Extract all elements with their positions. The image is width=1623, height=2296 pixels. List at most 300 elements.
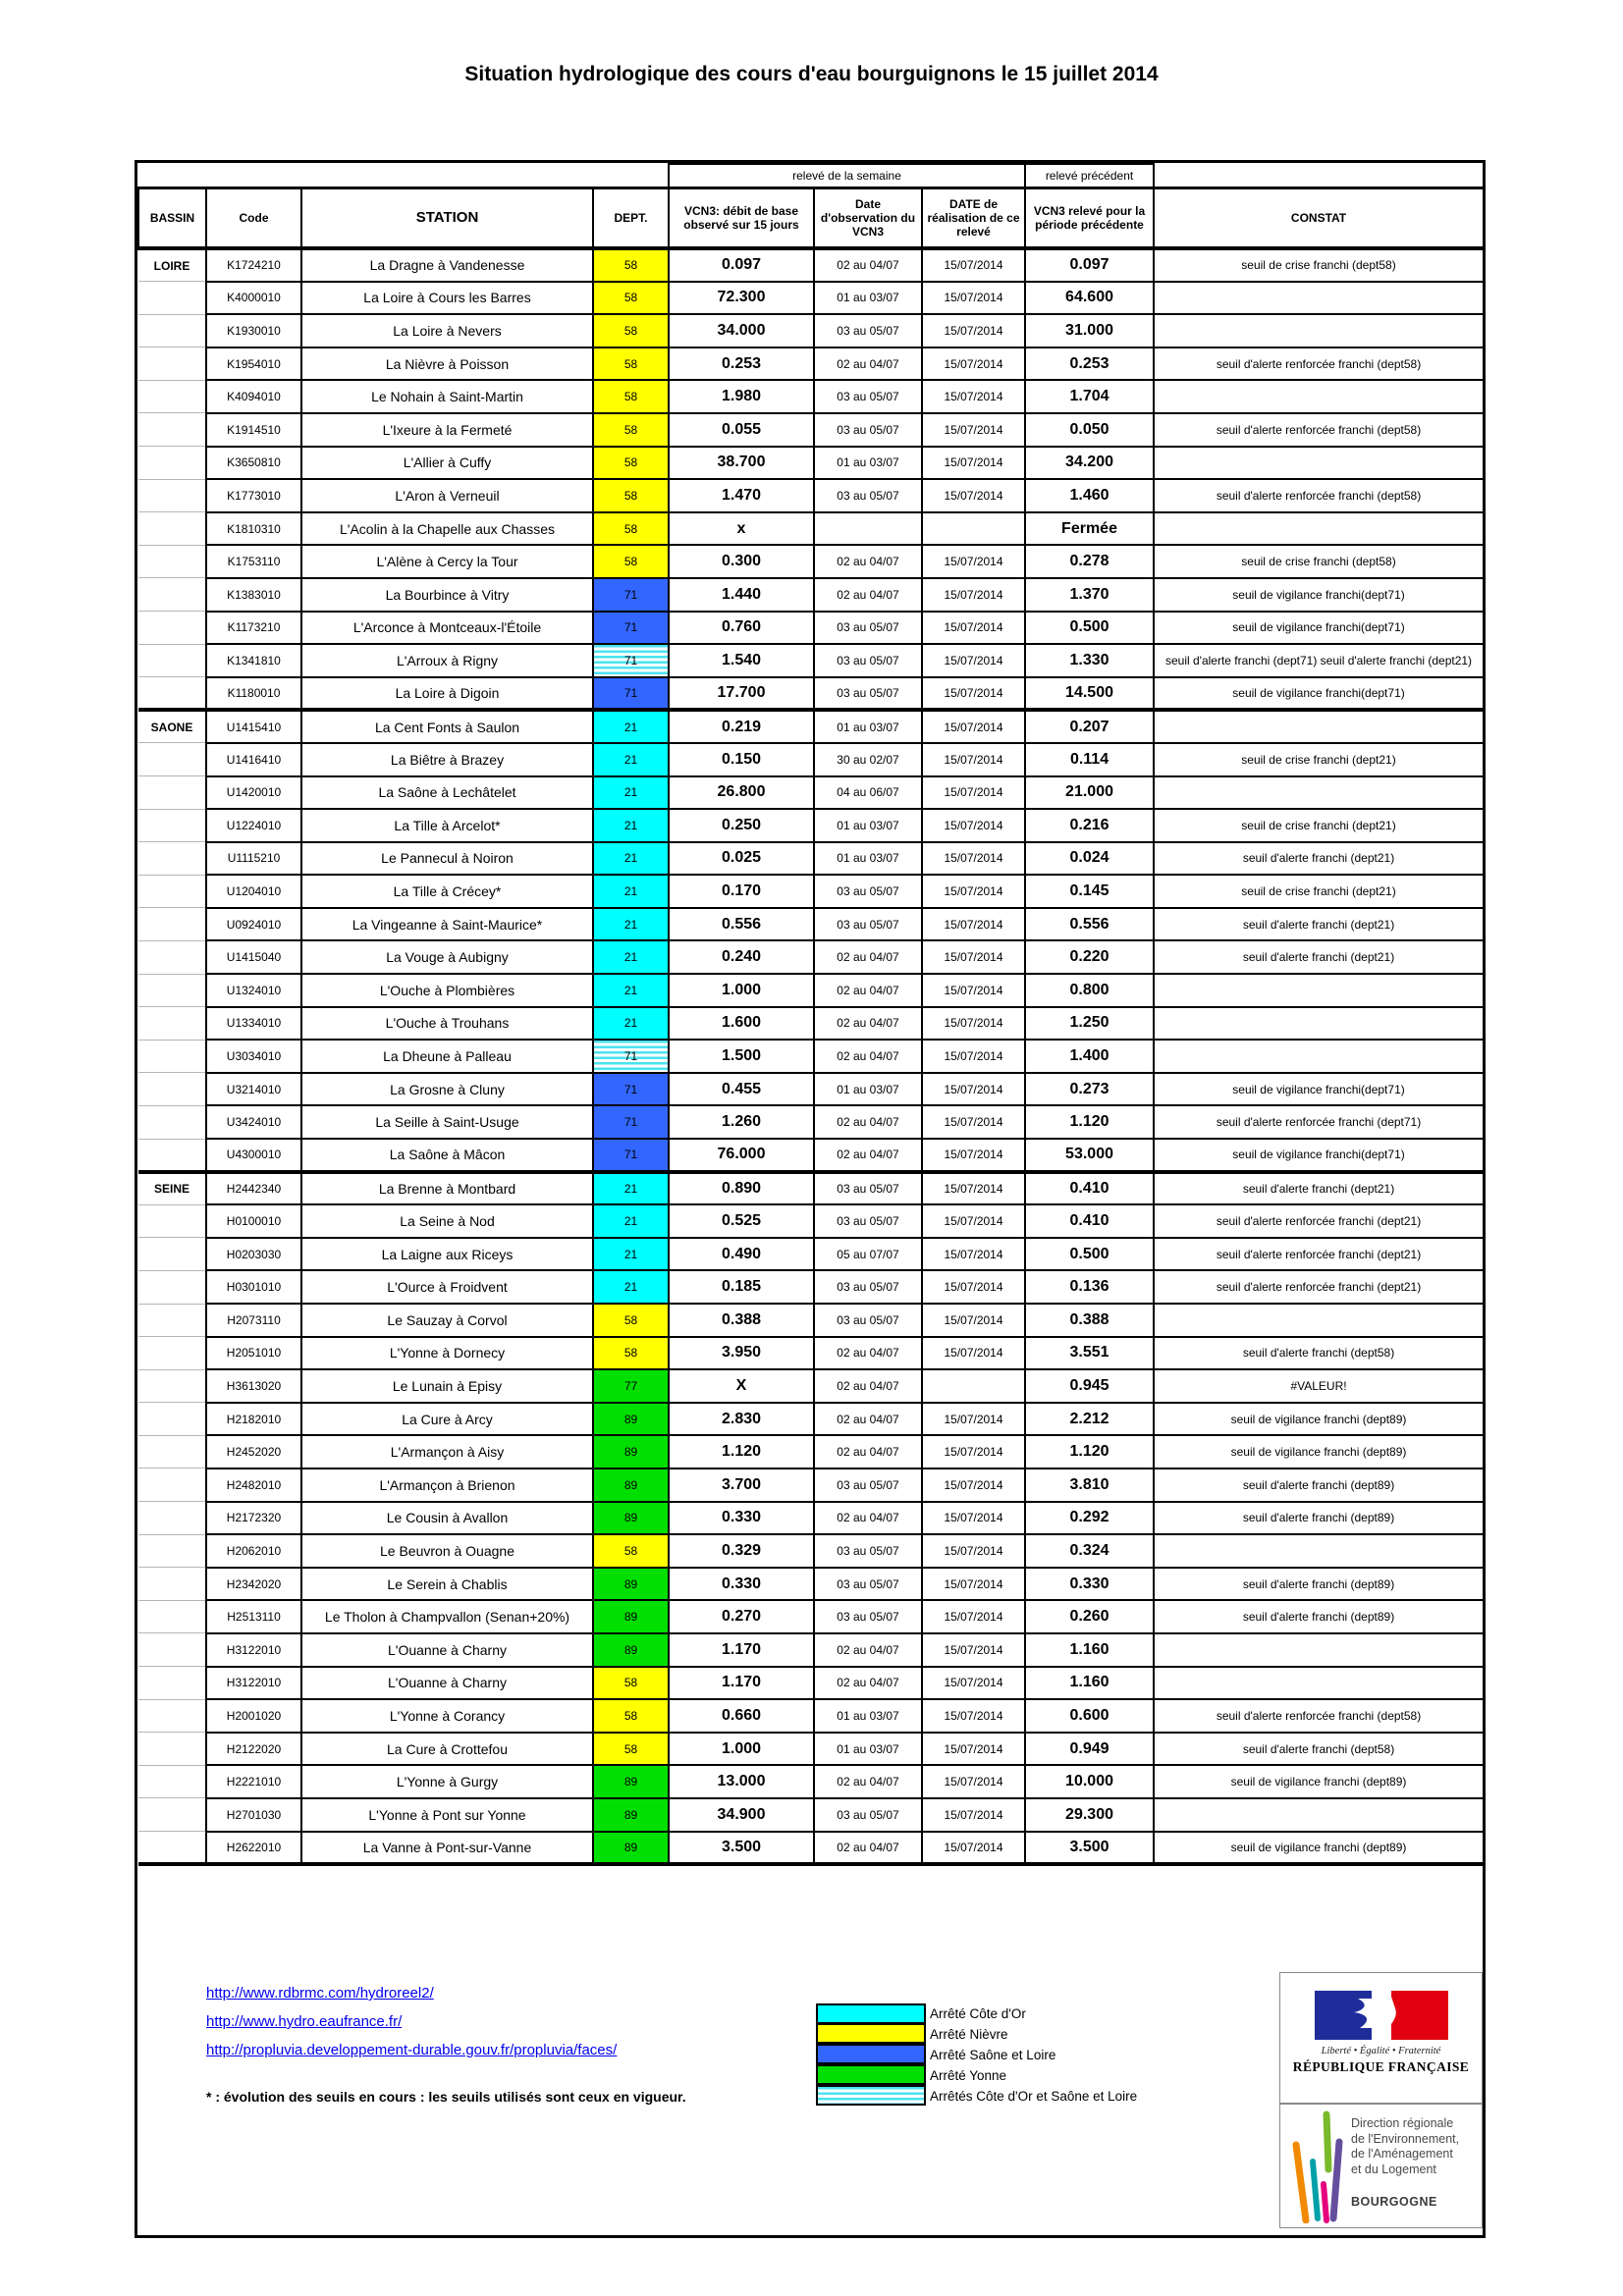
table-row — [138, 347, 1484, 381]
table-row — [138, 1534, 1484, 1568]
vcn3-cell: 13.000 — [669, 1765, 814, 1798]
bassin-cell — [138, 1238, 206, 1271]
date-observation-cell: 03 au 05/07 — [814, 314, 922, 347]
dept-cell: 71 — [593, 612, 669, 645]
bassin-cell — [138, 578, 206, 612]
vcn3-cell: 0.525 — [669, 1204, 814, 1238]
station-cell: Le Cousin à Avallon — [301, 1502, 593, 1535]
date-realisation-cell: 15/07/2014 — [922, 1337, 1025, 1370]
vcn3-previous-cell: 0.388 — [1025, 1304, 1154, 1337]
vcn3-previous-cell: 10.000 — [1025, 1765, 1154, 1798]
legend-label: Arrêtés Côte d'Or et Saône et Loire — [930, 2089, 1138, 2104]
bassin-cell — [138, 743, 206, 776]
code-cell: K1930010 — [206, 314, 301, 347]
vcn3-cell: 0.240 — [669, 940, 814, 974]
code-cell: K1173210 — [206, 612, 301, 645]
constat-cell: seuil d'alerte renforcée franchi (dept58) — [1154, 347, 1484, 381]
code-cell: H2482010 — [206, 1468, 301, 1502]
date-observation-cell: 02 au 04/07 — [814, 545, 922, 578]
vcn3-cell: 0.025 — [669, 842, 814, 876]
bassin-cell — [138, 1699, 206, 1733]
station-cell: Le Lunain à Episy — [301, 1369, 593, 1403]
constat-cell — [1154, 1040, 1484, 1073]
vcn3-cell: 0.760 — [669, 612, 814, 645]
vcn3-cell: 3.500 — [669, 1832, 814, 1865]
footer-link[interactable]: http://propluvia.developpement-durable.gouv.fr/propluvia/faces/ — [206, 2042, 618, 2058]
constat-cell: seuil de crise franchi (dept58) — [1154, 248, 1484, 282]
col-header-vcn3: VCN3: débit de base observé sur 15 jours — [669, 187, 814, 248]
vcn3-cell: 0.185 — [669, 1270, 814, 1304]
vcn3-cell: 0.388 — [669, 1304, 814, 1337]
date-realisation-cell: 15/07/2014 — [922, 1139, 1025, 1172]
code-cell: U0924010 — [206, 908, 301, 941]
dept-cell: 21 — [593, 974, 669, 1007]
constat-cell: seuil de crise franchi (dept21) — [1154, 809, 1484, 842]
vcn3-cell: 1.470 — [669, 479, 814, 512]
table-row — [138, 743, 1484, 776]
vcn3-cell: 0.097 — [669, 248, 814, 282]
station-cell: La Seille à Saint-Usuge — [301, 1105, 593, 1139]
dept-cell: 71 — [593, 677, 669, 711]
date-observation-cell: 02 au 04/07 — [814, 1435, 922, 1468]
vcn3-cell: 1.000 — [669, 1733, 814, 1766]
bassin-cell — [138, 776, 206, 810]
date-observation-cell: 03 au 05/07 — [814, 612, 922, 645]
dept-cell: 58 — [593, 479, 669, 512]
bassin-cell — [138, 1765, 206, 1798]
date-realisation-cell: 15/07/2014 — [922, 1270, 1025, 1304]
dept-cell: 58 — [593, 413, 669, 447]
date-observation-cell: 03 au 05/07 — [814, 479, 922, 512]
bassin-cell — [138, 1568, 206, 1601]
col-header-constat: CONSTAT — [1154, 187, 1484, 248]
bassin-cell — [138, 282, 206, 315]
vcn3-previous-cell: 1.370 — [1025, 578, 1154, 612]
date-observation-cell: 03 au 05/07 — [814, 677, 922, 711]
vcn3-cell: 1.170 — [669, 1667, 814, 1700]
vcn3-cell: 0.300 — [669, 545, 814, 578]
vcn3-previous-cell: 21.000 — [1025, 776, 1154, 810]
vcn3-cell: 0.055 — [669, 413, 814, 447]
station-cell: La Vanne à Pont-sur-Vanne — [301, 1832, 593, 1865]
bassin-cell — [138, 447, 206, 480]
station-cell: L'Arroux à Rigny — [301, 644, 593, 677]
constat-cell: seuil de vigilance franchi(dept71) — [1154, 1073, 1484, 1106]
vcn3-previous-cell: 1.120 — [1025, 1105, 1154, 1139]
legend-item — [816, 2003, 1137, 2024]
vcn3-previous-cell: 1.330 — [1025, 644, 1154, 677]
legend-swatch-saoneloire — [816, 2044, 926, 2064]
code-cell: U1204010 — [206, 875, 301, 908]
dept-cell: 58 — [593, 1534, 669, 1568]
date-observation-cell: 03 au 05/07 — [814, 1534, 922, 1568]
dept-cell: 21 — [593, 908, 669, 941]
date-realisation-cell: 15/07/2014 — [922, 1798, 1025, 1832]
vcn3-cell: 1.600 — [669, 1007, 814, 1041]
code-cell: U1416410 — [206, 743, 301, 776]
vcn3-previous-cell: 0.260 — [1025, 1600, 1154, 1633]
date-realisation-cell: 15/07/2014 — [922, 1733, 1025, 1766]
station-cell: L'Ixeure à la Fermeté — [301, 413, 593, 447]
table-row — [138, 447, 1484, 480]
code-cell: K1724210 — [206, 248, 301, 282]
station-cell: L'Yonne à Corancy — [301, 1699, 593, 1733]
vcn3-cell: 3.700 — [669, 1468, 814, 1502]
footer-links — [206, 1979, 617, 2064]
vcn3-previous-cell: 0.500 — [1025, 1238, 1154, 1271]
dept-cell: 71 — [593, 578, 669, 612]
legend-label: Arrêté Yonne — [930, 2068, 1007, 2083]
date-realisation-cell: 15/07/2014 — [922, 1403, 1025, 1436]
constat-cell: seuil d'alerte franchi (dept89) — [1154, 1502, 1484, 1535]
dept-cell: 89 — [593, 1403, 669, 1436]
legend-item — [816, 2045, 1137, 2065]
bassin-cell — [138, 940, 206, 974]
french-flag-marianne-icon — [1315, 1991, 1448, 2040]
legend-item — [816, 2065, 1137, 2086]
legend — [816, 2003, 1137, 2107]
date-observation-cell: 03 au 05/07 — [814, 1600, 922, 1633]
code-cell: H2452020 — [206, 1435, 301, 1468]
table-row — [138, 1238, 1484, 1271]
hydro-table — [137, 163, 1485, 1866]
date-realisation-cell: 15/07/2014 — [922, 1468, 1025, 1502]
vcn3-cell: 1.540 — [669, 644, 814, 677]
legend-swatch-cotedor — [816, 2003, 926, 2024]
bassin-cell — [138, 1304, 206, 1337]
vcn3-cell: 34.900 — [669, 1798, 814, 1832]
constat-cell — [1154, 776, 1484, 810]
constat-cell — [1154, 710, 1484, 743]
dept-cell: 21 — [593, 842, 669, 876]
vcn3-cell: 72.300 — [669, 282, 814, 315]
table-row — [138, 1502, 1484, 1535]
date-realisation-cell: 15/07/2014 — [922, 974, 1025, 1007]
col-header-vcn3-previous: VCN3 relevé pour la période précédente — [1025, 187, 1154, 248]
vcn3-previous-cell: 0.114 — [1025, 743, 1154, 776]
code-cell: H3122010 — [206, 1633, 301, 1667]
date-realisation-cell: 15/07/2014 — [922, 447, 1025, 480]
code-cell: H2342020 — [206, 1568, 301, 1601]
legend-swatch-nievre — [816, 2023, 926, 2044]
vcn3-previous-cell: 0.556 — [1025, 908, 1154, 941]
table-row — [138, 842, 1484, 876]
table-row — [138, 1568, 1484, 1601]
constat-cell: seuil de vigilance franchi(dept71) — [1154, 612, 1484, 645]
dept-cell: 58 — [593, 282, 669, 315]
vcn3-cell: 1.980 — [669, 380, 814, 413]
content-frame — [135, 160, 1486, 2238]
table-row — [138, 314, 1484, 347]
date-observation-cell: 02 au 04/07 — [814, 1040, 922, 1073]
table-row — [138, 940, 1484, 974]
date-observation-cell: 02 au 04/07 — [814, 578, 922, 612]
table-row — [138, 1699, 1484, 1733]
table-row — [138, 1139, 1484, 1172]
vcn3-previous-cell: 0.330 — [1025, 1568, 1154, 1601]
date-observation-cell: 01 au 03/07 — [814, 1733, 922, 1766]
code-cell: U1415410 — [206, 710, 301, 743]
date-observation-cell: 02 au 04/07 — [814, 1007, 922, 1041]
date-observation-cell — [814, 512, 922, 546]
constat-cell: seuil d'alerte renforcée franchi (dept21) — [1154, 1204, 1484, 1238]
station-cell: La Vingeanne à Saint-Maurice* — [301, 908, 593, 941]
date-observation-cell: 03 au 05/07 — [814, 380, 922, 413]
station-cell: Le Beuvron à Ouagne — [301, 1534, 593, 1568]
station-cell: La Cent Fonts à Saulon — [301, 710, 593, 743]
vcn3-previous-cell: 0.945 — [1025, 1369, 1154, 1403]
dept-cell: 71 — [593, 1040, 669, 1073]
code-cell: H2622010 — [206, 1832, 301, 1865]
date-observation-cell: 02 au 04/07 — [814, 248, 922, 282]
dreal-title — [1351, 2116, 1459, 2177]
dept-cell: 58 — [593, 1733, 669, 1766]
dept-cell: 58 — [593, 314, 669, 347]
station-cell: La Loire à Cours les Barres — [301, 282, 593, 315]
footer-link[interactable]: http://www.rdbrmc.com/hydroreel2/ — [206, 1985, 434, 2002]
col-header-date-realisation: DATE de réalisation de ce relevé — [922, 187, 1025, 248]
legend-item — [816, 2086, 1137, 2107]
table-row — [138, 776, 1484, 810]
code-cell: K4000010 — [206, 282, 301, 315]
bassin-cell — [138, 545, 206, 578]
constat-cell: seuil de crise franchi (dept58) — [1154, 545, 1484, 578]
dreal-title-line: de l'Environnement, — [1351, 2131, 1460, 2146]
table-row — [138, 1765, 1484, 1798]
code-cell: H2701030 — [206, 1798, 301, 1832]
table-row — [138, 1007, 1484, 1041]
date-observation-cell: 01 au 03/07 — [814, 1699, 922, 1733]
date-observation-cell: 02 au 04/07 — [814, 1765, 922, 1798]
code-cell: H2221010 — [206, 1765, 301, 1798]
vcn3-previous-cell: 0.800 — [1025, 974, 1154, 1007]
date-observation-cell: 02 au 04/07 — [814, 1139, 922, 1172]
date-observation-cell: 01 au 03/07 — [814, 1073, 922, 1106]
rf-name: RÉPUBLIQUE FRANÇAISE — [1292, 2059, 1470, 2074]
table-row — [138, 974, 1484, 1007]
table-row — [138, 1832, 1484, 1865]
bassin-cell — [138, 1435, 206, 1468]
vcn3-cell: 0.329 — [669, 1534, 814, 1568]
table-row — [138, 710, 1484, 743]
date-realisation-cell: 15/07/2014 — [922, 908, 1025, 941]
vcn3-previous-cell: 1.120 — [1025, 1435, 1154, 1468]
vcn3-cell: 0.330 — [669, 1502, 814, 1535]
constat-cell: seuil d'alerte renforcée franchi (dept58) — [1154, 479, 1484, 512]
dept-cell: 21 — [593, 809, 669, 842]
date-realisation-cell: 15/07/2014 — [922, 677, 1025, 711]
date-observation-cell: 02 au 04/07 — [814, 974, 922, 1007]
station-cell: Le Pannecul à Noiron — [301, 842, 593, 876]
dept-cell: 58 — [593, 1667, 669, 1700]
vcn3-cell: 0.253 — [669, 347, 814, 381]
vcn3-previous-cell: 0.292 — [1025, 1502, 1154, 1535]
span-header-row — [138, 164, 1484, 187]
dept-cell: 71 — [593, 1073, 669, 1106]
constat-cell — [1154, 1304, 1484, 1337]
date-observation-cell: 02 au 04/07 — [814, 1337, 922, 1370]
vcn3-previous-cell: 1.704 — [1025, 380, 1154, 413]
date-observation-cell: 02 au 04/07 — [814, 1832, 922, 1865]
vcn3-cell: 76.000 — [669, 1139, 814, 1172]
col-header-code: Code — [206, 187, 301, 248]
date-observation-cell: 03 au 05/07 — [814, 1304, 922, 1337]
date-realisation-cell: 15/07/2014 — [922, 809, 1025, 842]
dreal-title-line: de l'Aménagement — [1351, 2147, 1453, 2161]
dept-cell: 58 — [593, 1337, 669, 1370]
date-observation-cell: 03 au 05/07 — [814, 413, 922, 447]
vcn3-cell: 0.455 — [669, 1073, 814, 1106]
bassin-cell: SEINE — [138, 1172, 206, 1205]
constat-cell: seuil d'alerte franchi (dept21) — [1154, 842, 1484, 876]
dept-cell: 58 — [593, 512, 669, 546]
constat-cell: seuil de crise franchi (dept21) — [1154, 875, 1484, 908]
dept-cell: 71 — [593, 644, 669, 677]
constat-cell: seuil de vigilance franchi(dept71) — [1154, 677, 1484, 711]
date-realisation-cell: 15/07/2014 — [922, 776, 1025, 810]
vcn3-previous-cell: 0.278 — [1025, 545, 1154, 578]
code-cell: K4094010 — [206, 380, 301, 413]
date-observation-cell: 30 au 02/07 — [814, 743, 922, 776]
date-realisation-cell: 15/07/2014 — [922, 710, 1025, 743]
dept-cell: 71 — [593, 1139, 669, 1172]
code-cell: H0301010 — [206, 1270, 301, 1304]
vcn3-previous-cell: 1.160 — [1025, 1667, 1154, 1700]
bassin-cell — [138, 809, 206, 842]
bassin-cell — [138, 1600, 206, 1633]
date-realisation-cell: 15/07/2014 — [922, 1600, 1025, 1633]
table-row — [138, 644, 1484, 677]
date-realisation-cell: 15/07/2014 — [922, 314, 1025, 347]
rf-motto: Liberté • Égalité • Fraternité — [1321, 2046, 1441, 2056]
constat-cell: seuil d'alerte renforcée franchi (dept21) — [1154, 1270, 1484, 1304]
table-row — [138, 545, 1484, 578]
station-cell: La Vouge à Aubigny — [301, 940, 593, 974]
bassin-cell — [138, 644, 206, 677]
bassin-cell — [138, 875, 206, 908]
vcn3-cell: 0.490 — [669, 1238, 814, 1271]
vcn3-cell: 0.660 — [669, 1699, 814, 1733]
bassin-cell — [138, 1204, 206, 1238]
dept-cell: 58 — [593, 347, 669, 381]
date-observation-cell: 02 au 04/07 — [814, 1633, 922, 1667]
constat-cell: seuil d'alerte franchi (dept89) — [1154, 1568, 1484, 1601]
date-realisation-cell: 15/07/2014 — [922, 1667, 1025, 1700]
code-cell: U4300010 — [206, 1139, 301, 1172]
code-cell: K3650810 — [206, 447, 301, 480]
bassin-cell — [138, 1502, 206, 1535]
span-header-blank-left — [138, 164, 669, 187]
code-cell: H2172320 — [206, 1502, 301, 1535]
station-cell: L'Yonne à Pont sur Yonne — [301, 1798, 593, 1832]
vcn3-previous-cell: 0.207 — [1025, 710, 1154, 743]
bassin-cell — [138, 908, 206, 941]
constat-cell: seuil d'alerte franchi (dept21) — [1154, 1172, 1484, 1205]
bassin-cell — [138, 314, 206, 347]
date-observation-cell: 03 au 05/07 — [814, 1172, 922, 1205]
code-cell: H2051010 — [206, 1337, 301, 1370]
date-realisation-cell: 15/07/2014 — [922, 1238, 1025, 1271]
date-realisation-cell: 15/07/2014 — [922, 1007, 1025, 1041]
bassin-cell — [138, 842, 206, 876]
station-cell: Le Nohain à Saint-Martin — [301, 380, 593, 413]
date-realisation-cell: 15/07/2014 — [922, 1699, 1025, 1733]
vcn3-previous-cell: 0.500 — [1025, 612, 1154, 645]
constat-cell: seuil d'alerte franchi (dept58) — [1154, 1337, 1484, 1370]
bassin-cell — [138, 1798, 206, 1832]
date-realisation-cell: 15/07/2014 — [922, 743, 1025, 776]
code-cell: H0100010 — [206, 1204, 301, 1238]
footnote: * : évolution des seuils en cours : les seuils utilisés sont ceux en vigueur. — [206, 2089, 686, 2105]
column-header-row — [138, 187, 1484, 248]
legend-label: Arrêté Nièvre — [930, 2027, 1008, 2042]
date-realisation-cell: 15/07/2014 — [922, 875, 1025, 908]
date-realisation-cell: 15/07/2014 — [922, 1172, 1025, 1205]
bassin-cell: SAONE — [138, 710, 206, 743]
dreal-sticks-icon — [1286, 2110, 1349, 2223]
vcn3-previous-cell: 0.024 — [1025, 842, 1154, 876]
bassin-cell — [138, 479, 206, 512]
date-observation-cell: 02 au 04/07 — [814, 1369, 922, 1403]
legend-label: Arrêté Côte d'Or — [930, 2006, 1026, 2021]
dept-cell: 58 — [593, 248, 669, 282]
date-realisation-cell: 15/07/2014 — [922, 248, 1025, 282]
date-observation-cell: 05 au 07/07 — [814, 1238, 922, 1271]
constat-cell — [1154, 1534, 1484, 1568]
date-realisation-cell: 15/07/2014 — [922, 940, 1025, 974]
station-cell: Le Tholon à Champvallon (Senan+20%) — [301, 1600, 593, 1633]
station-cell: La Saône à Lechâtelet — [301, 776, 593, 810]
bassin-cell — [138, 612, 206, 645]
date-realisation-cell: 15/07/2014 — [922, 282, 1025, 315]
code-cell: U1420010 — [206, 776, 301, 810]
station-cell: La Nièvre à Poisson — [301, 347, 593, 381]
date-observation-cell: 01 au 03/07 — [814, 710, 922, 743]
table-row — [138, 875, 1484, 908]
dept-cell: 89 — [593, 1468, 669, 1502]
code-cell: U1224010 — [206, 809, 301, 842]
date-observation-cell: 03 au 05/07 — [814, 875, 922, 908]
table-row — [138, 1798, 1484, 1832]
dreal-title-line: et du Logement — [1351, 2162, 1436, 2176]
station-cell: La Loire à Digoin — [301, 677, 593, 711]
date-realisation-cell: 15/07/2014 — [922, 1502, 1025, 1535]
bassin-cell — [138, 380, 206, 413]
vcn3-previous-cell: 64.600 — [1025, 282, 1154, 315]
date-observation-cell: 01 au 03/07 — [814, 809, 922, 842]
date-realisation-cell: 15/07/2014 — [922, 347, 1025, 381]
dept-cell: 58 — [593, 545, 669, 578]
vcn3-cell: 0.330 — [669, 1568, 814, 1601]
vcn3-cell: 1.260 — [669, 1105, 814, 1139]
constat-cell: seuil de vigilance franchi(dept71) — [1154, 578, 1484, 612]
code-cell: H2073110 — [206, 1304, 301, 1337]
station-cell: La Seine à Nod — [301, 1204, 593, 1238]
vcn3-previous-cell: 3.551 — [1025, 1337, 1154, 1370]
col-header-date-observation: Date d'observation du VCN3 — [814, 187, 922, 248]
date-realisation-cell: 15/07/2014 — [922, 413, 1025, 447]
date-observation-cell: 03 au 05/07 — [814, 644, 922, 677]
date-observation-cell: 02 au 04/07 — [814, 940, 922, 974]
date-observation-cell: 02 au 04/07 — [814, 1667, 922, 1700]
bassin-cell — [138, 1139, 206, 1172]
bassin-cell — [138, 1633, 206, 1667]
page-title: Situation hydrologique des cours d'eau bourguignons le 15 juillet 2014 — [464, 63, 1159, 85]
footer-link[interactable]: http://www.hydro.eaufrance.fr/ — [206, 2013, 403, 2030]
constat-cell — [1154, 447, 1484, 480]
code-cell: U3034010 — [206, 1040, 301, 1073]
date-observation-cell: 02 au 04/07 — [814, 1502, 922, 1535]
